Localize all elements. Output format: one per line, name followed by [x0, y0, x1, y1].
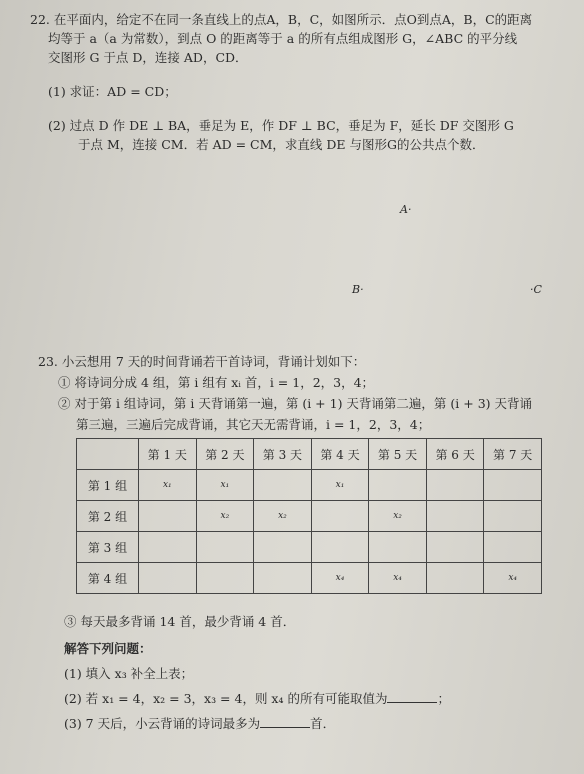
table-header-cell: 第 6 天	[426, 439, 484, 470]
table-cell	[139, 563, 197, 594]
table-cell: x₂	[196, 501, 254, 532]
answer-blank-3[interactable]	[260, 716, 310, 728]
q22-line1: 22. 在平面内，给定不在同一条直线上的点A，B，C，如图所示．点O到点A，B，C的距离	[30, 12, 533, 27]
point-a-label: A·	[400, 203, 412, 216]
table-cell	[369, 470, 427, 501]
q23-sub3-end: 首．	[310, 716, 336, 731]
point-c-label: ·C	[530, 283, 542, 296]
table-row	[77, 532, 542, 563]
table-cell: x₁	[196, 470, 254, 501]
recitation-plan-table	[76, 438, 542, 594]
table-cell: x₁	[311, 470, 369, 501]
table-cell	[311, 532, 369, 563]
q23-sub3-text: (3) 7 天后，小云背诵的诗词最多为	[64, 716, 261, 731]
table-cell: x₂	[254, 501, 312, 532]
table-row-header: 第 3 组	[77, 532, 139, 563]
q22-part2b: 于点 M，连接 CM．若 AD = CM，求直线 DE 与图形G的公共点个数．	[78, 137, 485, 152]
table-cell	[426, 470, 484, 501]
table-row	[77, 563, 542, 594]
q23-sub2-text: (2) 若 x₁ = 4，x₂ = 3，x₃ = 4，则 x₄ 的所有可能取值为	[64, 691, 388, 706]
table-header-cell: 第 7 天	[484, 439, 542, 470]
table-row-header: 第 2 组	[77, 501, 139, 532]
q23-sub2-end: ；	[437, 691, 450, 706]
table-cell	[196, 532, 254, 563]
table-cell	[139, 532, 197, 563]
table-cell	[254, 563, 312, 594]
table-row-header: 第 1 组	[77, 470, 139, 501]
q22-part1: (1) 求证：AD = CD；	[48, 84, 177, 99]
table-cell	[426, 501, 484, 532]
table-cell: x₄	[484, 563, 542, 594]
table-row-header: 第 4 组	[77, 563, 139, 594]
table-cell	[254, 470, 312, 501]
q22-part2a: (2) 过点 D 作 DE ⊥ BA，垂足为 E，作 DF ⊥ BC，垂足为 F，延长 DF 交图形 G	[48, 118, 514, 133]
table-cell	[426, 532, 484, 563]
table-cell: x₁	[139, 470, 197, 501]
q23-rule2b: 第三遍，三遍后完成背诵，其它天无需背诵，i = 1，2，3，4；	[76, 417, 431, 432]
q22-line3: 交图形 G 于点 D，连接 AD，CD．	[48, 50, 248, 65]
table-header-cell: 第 4 天	[311, 439, 369, 470]
table-cell	[484, 501, 542, 532]
table-cell	[426, 563, 484, 594]
table-header-cell: 第 1 天	[139, 439, 197, 470]
answer-blank-2[interactable]	[387, 691, 437, 703]
table-cell	[139, 501, 197, 532]
table-row	[77, 470, 542, 501]
q23-rule3: ③ 每天最多背诵 14 首，最少背诵 4 首．	[64, 614, 296, 629]
q23-rule2a: ② 对于第 i 组诗词，第 i 天背诵第一遍，第 (i + 1) 天背诵第二遍，第 (i + 3) 天背诵	[58, 396, 533, 411]
q23-sub1: (1) 填入 x₃ 补全上表；	[64, 666, 194, 681]
table-cell	[311, 501, 369, 532]
table-header-cell: 第 2 天	[196, 439, 254, 470]
q23-intro: 23. 小云想用 7 天的时间背诵若干首诗词，背诵计划如下：	[38, 354, 366, 369]
table-cell	[196, 563, 254, 594]
table-cell	[254, 532, 312, 563]
table-cell	[484, 532, 542, 563]
table-cell: x₄	[311, 563, 369, 594]
table-header-cell: 第 5 天	[369, 439, 427, 470]
table-row	[77, 501, 542, 532]
point-b-label: B·	[352, 283, 364, 296]
table-header-row	[77, 439, 542, 470]
table-cell: x₂	[369, 501, 427, 532]
q22-line2: 均等于 a（a 为常数），到点 O 的距离等于 a 的所有点组成图形 G，∠ABC 的平分线	[48, 31, 518, 46]
q23-solve-title: 解答下列问题：	[64, 641, 152, 656]
table-header-cell	[77, 439, 139, 470]
q23-rule1: ① 将诗词分成 4 组，第 i 组有 xᵢ 首，i = 1，2，3，4；	[58, 375, 375, 390]
q23-sub2	[64, 691, 450, 707]
table-cell	[369, 532, 427, 563]
table-header-cell: 第 3 天	[254, 439, 312, 470]
table-cell: x₄	[369, 563, 427, 594]
q23-sub3	[64, 716, 335, 732]
table-cell	[484, 470, 542, 501]
